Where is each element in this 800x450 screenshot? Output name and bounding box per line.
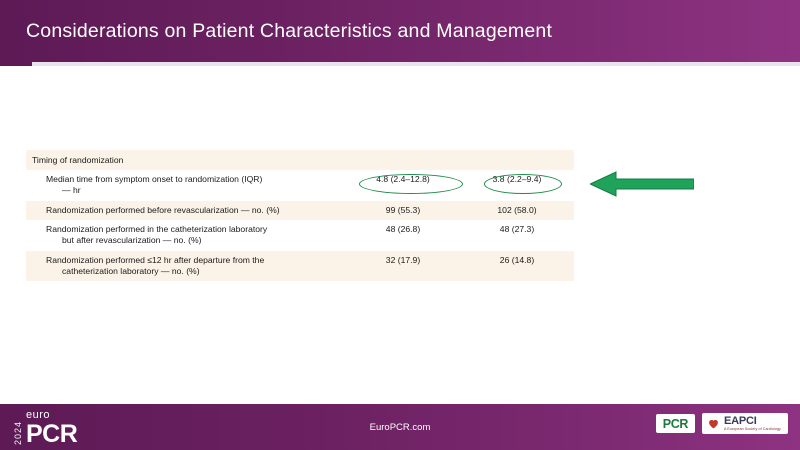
logo-year: 2024: [13, 420, 23, 445]
table-row-label-cont: catheterization laboratory — no. (%): [62, 266, 200, 277]
eapci-name: EAPCI: [724, 415, 757, 427]
header-accent-bar: [0, 62, 32, 66]
table-section-title: Timing of randomization: [32, 155, 124, 165]
data-table-container: [26, 150, 574, 281]
table-row-label-cont: but after revascularization — no. (%): [62, 235, 202, 246]
table-cell-value-col1: 99 (55.3): [385, 204, 421, 215]
header-accent-line: [0, 62, 800, 66]
table-row: [26, 251, 574, 282]
eapci-subtitle: A European Society of Cardiology: [724, 426, 781, 431]
data-table: [26, 150, 574, 281]
table-row-label: [26, 201, 346, 220]
eapci-badge-text: [724, 416, 781, 431]
table-cell-value-col2: 48 (27.3): [499, 224, 535, 235]
table-row-label: [26, 251, 346, 282]
table-cell-value-col2: 26 (14.8): [499, 254, 535, 265]
green-arrow-icon: [590, 170, 694, 198]
table-cell-value-col1: 32 (17.9): [385, 254, 421, 265]
pcr-badge: PCR: [656, 414, 695, 434]
table-row: [26, 220, 574, 251]
table-row: [26, 201, 574, 220]
table-row-label-main: Randomization performed ≤12 hr after departure from the: [46, 254, 265, 265]
table-row-label-main: Randomization performed in the catheterization laboratory: [46, 224, 268, 235]
footer-website-text: EuroPCR.com: [369, 421, 431, 433]
table-cell-value-col1: 48 (26.8): [385, 224, 421, 235]
table-row-label: [26, 220, 346, 251]
table-cell-value-col2: 3.8 (2.2–9.4): [492, 174, 542, 184]
table-row-label-cont: — hr: [62, 185, 81, 196]
page-title: Considerations on Patient Characteristics and Management: [26, 19, 553, 42]
slide-footer: [0, 404, 800, 450]
logo-euro-text: euro: [26, 409, 51, 421]
table-row-label-main: Randomization performed before revascularization — no. (%): [46, 204, 280, 215]
table-row-label-main: Median time from symptom onset to randomization (IQR): [46, 174, 263, 184]
heart-icon: [707, 417, 720, 430]
logo-pcr-text: PCR: [26, 420, 78, 448]
table-row-label: [26, 170, 346, 201]
table-cell-value-col1: 4.8 (2.4–12.8): [376, 174, 430, 184]
slide-header: [0, 0, 800, 62]
table-section-header-row: [26, 150, 574, 170]
table-row: [26, 170, 574, 201]
table-cell-value-col2: 102 (58.0): [497, 204, 537, 215]
eapci-badge: [702, 413, 788, 434]
footer-badges: [656, 413, 788, 434]
